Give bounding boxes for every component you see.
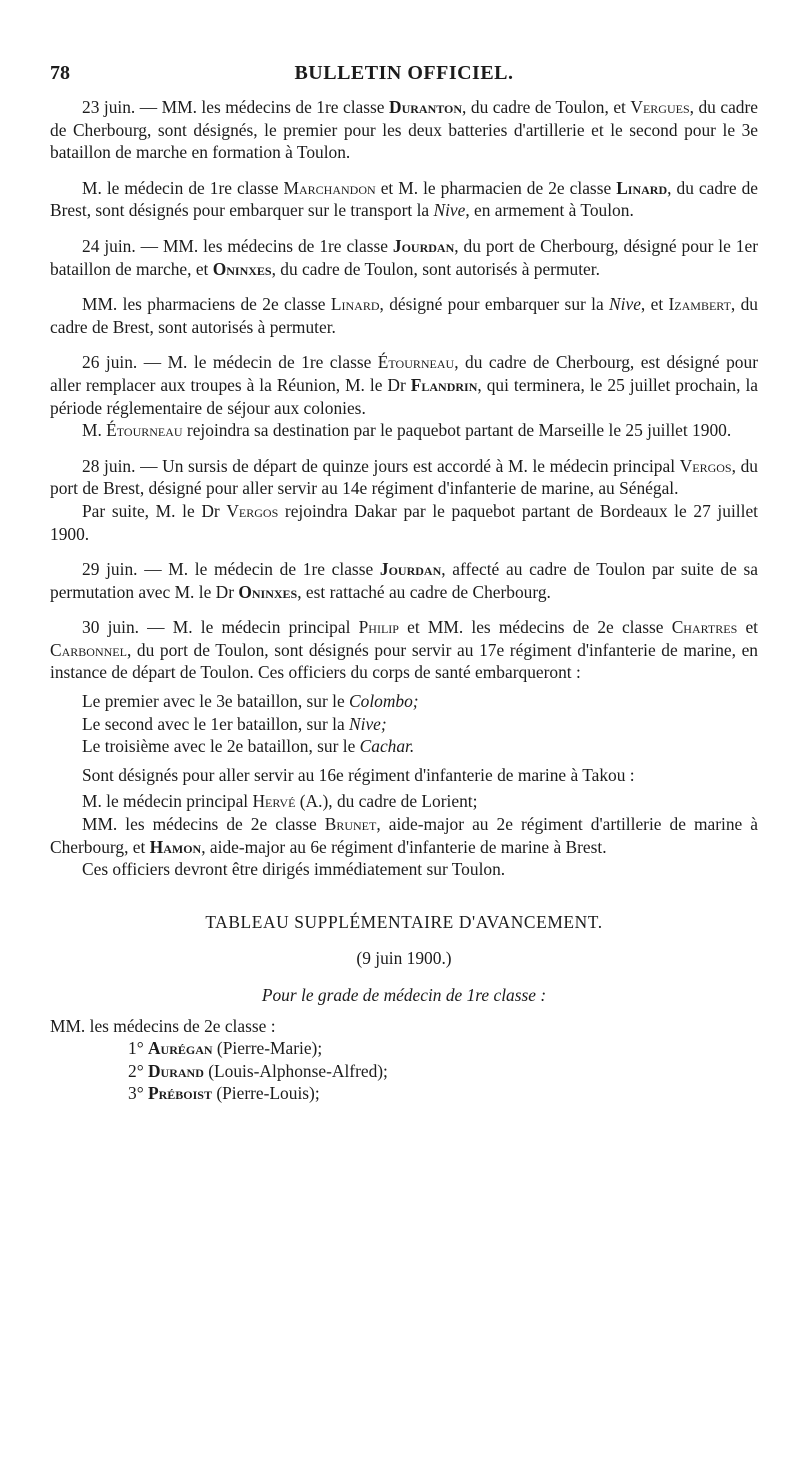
paragraph-brunet-hamon: MM. les médecins de 2e classe Brunet, aide-major au 2e régiment d'artillerie de marine à Cherbourg, et Hamon, aide-major au 6e régiment d'infanterie de marine à Brest. bbox=[50, 814, 758, 857]
person-name: Duranton bbox=[389, 97, 463, 117]
person-name: Aurégan bbox=[148, 1038, 213, 1059]
paragraph-30-juin: 30 juin. — M. le médecin principal Philip et MM. les médecins de 2e classe Chartres et Carbonnel, du port de Toulon, sont désignés pour servir au 17e régiment d'infanterie de marine, en instance de départ de Toulon. Ces officiers du corps de santé embarqueront : bbox=[50, 617, 758, 683]
person-name: Chartres bbox=[671, 617, 738, 638]
person-name: Hamon bbox=[149, 836, 202, 857]
paragraph-23-juin: 23 juin. — MM. les médecins de 1re classe Duranton, du cadre de Toulon, et Vergues, du cadre de Cherbourg, sont désignés, le premier pour les deux batteries d'artillerie et le second pour le 3e bataillon de marche en formation à Toulon. bbox=[50, 97, 758, 163]
paragraph-herve: M. le médecin principal Hervé (A.), du cadre de Lorient; bbox=[82, 791, 478, 812]
person-name: Vergues bbox=[630, 97, 690, 117]
person-name: Carbonnel bbox=[50, 639, 127, 660]
list-item: 3° Préboist (Pierre-Louis); bbox=[128, 1083, 320, 1104]
person-name: Brunet bbox=[324, 814, 377, 835]
paragraph-etourneau: M. Étourneau rejoindra sa destination par le paquebot partant de Marseille le 25 juillet 1900. bbox=[82, 420, 732, 441]
person-name: Jourdan bbox=[392, 235, 455, 256]
person-name: Étourneau bbox=[377, 352, 455, 373]
promotion-list bbox=[50, 1015, 758, 1105]
ship-name: Colombo; bbox=[349, 691, 419, 712]
paragraph-closing: Ces officiers devront être dirigés immédiatement sur Toulon. bbox=[82, 859, 506, 880]
ship-name: Nive bbox=[609, 294, 641, 315]
list-item: Le troisième avec le 2e bataillon, sur le Cachar. bbox=[82, 736, 415, 757]
paragraph-24-juin: 24 juin. — MM. les médecins de 1re classe Jourdan, du port de Cherbourg, désigné pour le 1er bataillon de marche, et Oninxes, du cadre de Toulon, sont autorisés à permuter. bbox=[50, 235, 758, 279]
paragraph-pharmaciens: MM. les pharmaciens de 2e classe Linard, désigné pour embarquer sur la Nive, et Izambert, du cadre de Brest, sont autorisés à permuter. bbox=[50, 294, 759, 337]
ship-name: Nive; bbox=[349, 713, 387, 734]
section-subtitle: Pour le grade de médecin de 1re classe : bbox=[261, 985, 547, 1005]
person-name: Vergos bbox=[679, 455, 732, 476]
embarkation-list bbox=[50, 690, 758, 758]
paragraph-takou: Sont désignés pour aller servir au 16e régiment d'infanterie de marine à Takou : bbox=[82, 764, 635, 785]
paragraph-29-juin: 29 juin. — M. le médecin de 1re classe Jourdan, affecté au cadre de Toulon par suite de sa permutation avec M. le Dr Oninxes, est rattaché au cadre de Cherbourg. bbox=[50, 559, 758, 602]
person-name: Linard bbox=[330, 294, 380, 315]
list-item: 1° Aurégan (Pierre-Marie); bbox=[128, 1038, 323, 1059]
list-item: Le second avec le 1er bataillon, sur la Nive; bbox=[82, 713, 387, 734]
paragraph-28-juin: 28 juin. — Un sursis de départ de quinze jours est accordé à M. le médecin principal Vergos, du port de Brest, désigné pour aller servir au 14e régiment d'infanterie de marine, au Sénégal. bbox=[50, 455, 758, 499]
person-name: Durand bbox=[148, 1060, 204, 1081]
paragraph-par-suite: Par suite, M. le Dr Vergos rejoindra Dakar par le paquebot partant de Bordeaux le 27 juillet 1900. bbox=[50, 500, 758, 544]
person-name: Préboist bbox=[148, 1083, 212, 1104]
ship-name: Cachar. bbox=[359, 736, 415, 757]
section-date: (9 juin 1900.) bbox=[356, 948, 452, 969]
paragraph-26-juin: 26 juin. — M. le médecin de 1re classe Étourneau, du cadre de Cherbourg, est désigné pour aller remplacer aux troupes à la Réunion, M. le Dr Flandrin, qui terminera, le 25 juillet prochain, la période réglementaire de séjour aux colonies. bbox=[50, 352, 758, 418]
paragraph-marchandon: M. le médecin de 1re classe Marchandon et M. le pharmacien de 2e classe Linard, du cadre de Brest, sont désignés pour embarquer sur le transport la Nive, en armement à Toulon. bbox=[50, 177, 758, 221]
page-number: 78 bbox=[50, 62, 70, 84]
page-header bbox=[50, 62, 758, 96]
person-name: Izambert bbox=[668, 294, 731, 315]
person-name: Oninxes bbox=[212, 258, 272, 279]
person-name: Flandrin bbox=[410, 374, 478, 395]
person-name: Philip bbox=[358, 617, 399, 638]
promotion-intro: MM. les médecins de 2e classe : bbox=[50, 1015, 276, 1036]
person-name: Hervé bbox=[252, 791, 296, 812]
person-name: Linard bbox=[616, 177, 668, 198]
person-name: Vergos bbox=[226, 500, 279, 521]
list-item: 2° Durand (Louis-Alphonse-Alfred); bbox=[128, 1060, 388, 1081]
list-item: Le premier avec le 3e bataillon, sur le Colombo; bbox=[82, 691, 419, 712]
section-title: TABLEAU SUPPLÉMENTAIRE D'AVANCEMENT. bbox=[205, 911, 603, 932]
ship-name: Nive bbox=[433, 200, 466, 221]
person-name: Oninxes bbox=[238, 581, 298, 602]
person-name: Marchandon bbox=[283, 177, 376, 198]
person-name: Étourneau bbox=[106, 420, 183, 441]
running-title: BULLETIN OFFICIEL. bbox=[294, 62, 514, 84]
document-page bbox=[50, 62, 758, 1105]
person-name: Jourdan bbox=[379, 559, 442, 580]
